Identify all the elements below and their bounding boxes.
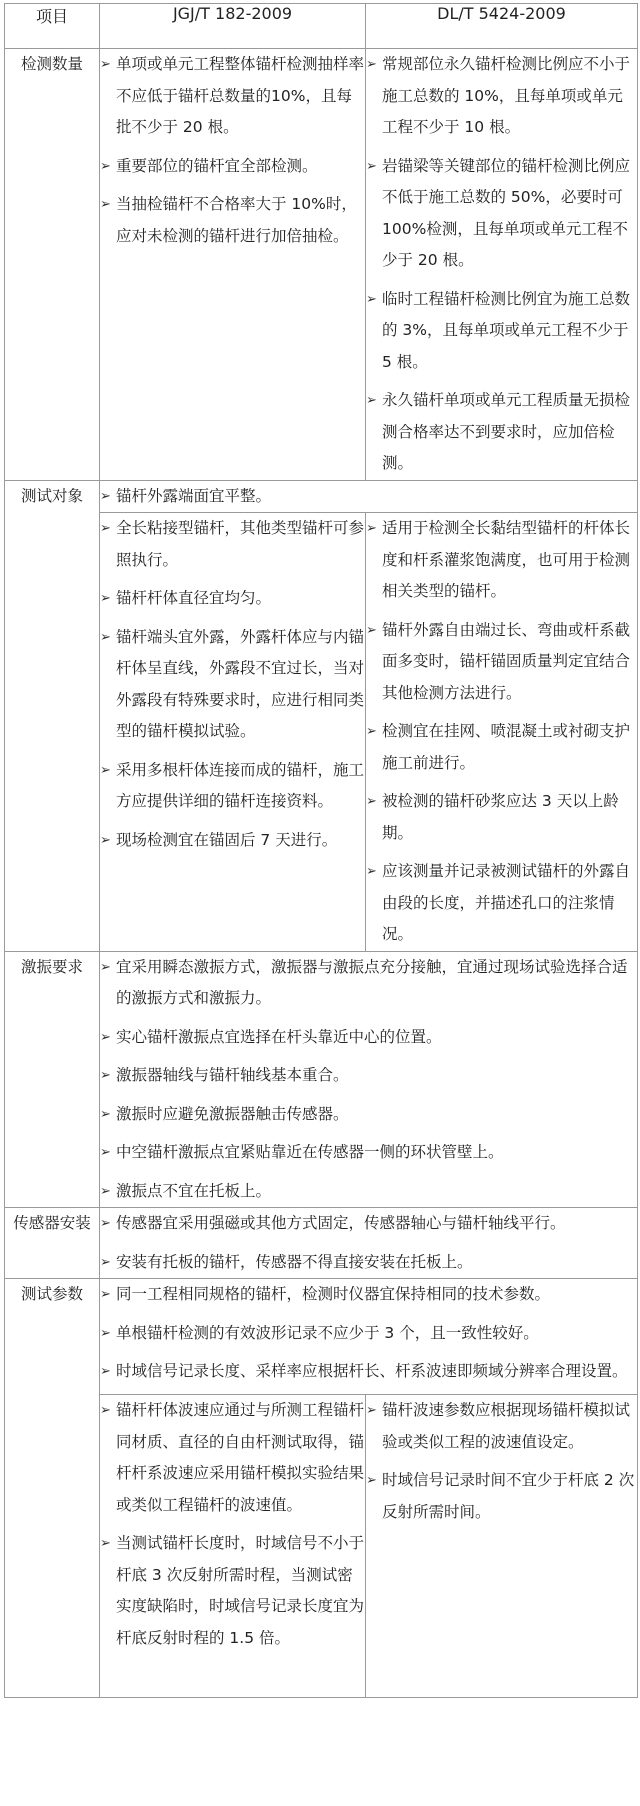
arrow-bullet-icon: ➢ — [100, 1145, 111, 1160]
item-text: 激振时应避免激振器触击传感器。 — [116, 1104, 349, 1123]
list-item — [100, 1356, 637, 1388]
list-item — [366, 1395, 637, 1458]
arrow-bullet-icon: ➢ — [366, 724, 377, 739]
arrow-bullet-icon: ➢ — [366, 291, 377, 307]
item-text: 激振器轴线与锚杆轴线基本重合。 — [116, 1066, 349, 1084]
item-text: 重要部位的锚杆宜全部检测。 — [116, 156, 318, 175]
arrow-bullet-icon: ➢ — [366, 1473, 377, 1488]
list-item — [100, 1279, 637, 1311]
list-item — [366, 513, 637, 608]
arrow-bullet-icon: ➢ — [100, 1536, 111, 1551]
list-item — [100, 513, 365, 576]
item-text: 单根锚杆检测的有效波形记录不应少于 3 个，且一致性较好。 — [116, 1323, 539, 1342]
arrow-bullet-icon: ➢ — [100, 1325, 111, 1341]
list-item — [100, 622, 365, 748]
jgj-cell — [100, 49, 366, 481]
arrow-bullet-icon: ➢ — [100, 1403, 111, 1418]
category-cell: 传感器安装 — [5, 1208, 100, 1279]
item-text: 宜采用瞬态激振方式，激振器与激振点充分接触，宜通过现场试验选择合适的激振方式和激振力。 — [116, 957, 628, 1007]
shared-cell — [100, 1279, 638, 1395]
item-text: 检测宜在挂网、喷混凝土或衬砌支护施工前进行。 — [382, 722, 631, 772]
header-item: 项目 — [5, 4, 100, 49]
arrow-bullet-icon: ➢ — [100, 1068, 111, 1083]
item-text: 锚杆杆体直径宜均匀。 — [116, 589, 272, 607]
list-item — [100, 1099, 637, 1131]
arrow-bullet-icon: ➢ — [100, 832, 111, 848]
arrow-bullet-icon: ➢ — [100, 1254, 111, 1270]
list-item — [366, 716, 637, 779]
list-item — [366, 385, 637, 480]
item-text: 锚杆外露端面宜平整。 — [116, 486, 272, 505]
shared-list — [100, 952, 637, 1208]
list-item — [100, 1395, 365, 1521]
shared-list — [100, 1208, 637, 1278]
item-text: 常规部位永久锚杆检测比例应不小于施工总数的 10%，且每单项或单元工程不少于 10 根。 — [382, 55, 631, 136]
category-cell: 测试对象 — [5, 480, 100, 951]
arrow-bullet-icon: ➢ — [366, 57, 377, 72]
dl-list — [366, 49, 637, 480]
item-text: 锚杆波速参数应根据现场锚杆模拟试验或类似工程的波速值设定。 — [382, 1401, 631, 1451]
row-test-object-split — [5, 513, 638, 952]
list-item — [100, 481, 637, 513]
arrow-bullet-icon: ➢ — [100, 1287, 111, 1302]
shared-cell — [100, 480, 638, 513]
header-jgj: JGJ/T 182-2009 — [100, 4, 366, 49]
list-item — [100, 1022, 637, 1054]
list-item — [100, 952, 637, 1015]
arrow-bullet-icon: ➢ — [100, 762, 111, 778]
category-cell: 激振要求 — [5, 951, 100, 1208]
list-item — [100, 755, 365, 818]
arrow-bullet-icon: ➢ — [100, 1106, 111, 1122]
list-item — [100, 151, 365, 183]
item-text: 锚杆端头宜外露，外露杆体应与内锚杆体呈直线，外露段不宜过长，当对外露段有特殊要求时，应进行相同类型的锚杆模拟试验。 — [116, 627, 365, 740]
row-test-params-shared — [5, 1279, 638, 1395]
item-text: 时域信号记录时间不宜少于杆底 2 次反射所需时间。 — [382, 1471, 635, 1521]
shared-cell — [100, 1208, 638, 1279]
list-item — [100, 1060, 637, 1092]
row-excitation — [5, 951, 638, 1208]
list-item — [366, 856, 637, 951]
arrow-bullet-icon: ➢ — [366, 864, 377, 879]
arrow-bullet-icon: ➢ — [366, 521, 377, 536]
item-text: 临时工程锚杆检测比例宜为施工总数的 3%，且每单项或单元工程不少于 5 根。 — [382, 289, 631, 371]
item-text: 中空锚杆激振点宜紧贴靠近在传感器一侧的环状管壁上。 — [116, 1143, 504, 1161]
item-text: 当抽检锚杆不合格率大于 10%时，应对未检测的锚杆进行加倍抽检。 — [116, 195, 357, 245]
category-cell: 测试参数 — [5, 1279, 100, 1698]
dl-cell — [366, 49, 638, 481]
item-text: 采用多根杆体连接而成的锚杆，施工方应提供详细的锚杆连接资料。 — [116, 760, 365, 810]
arrow-bullet-icon: ➢ — [100, 521, 111, 536]
list-item — [366, 151, 637, 277]
dl-list — [366, 1395, 637, 1528]
list-item — [100, 1528, 365, 1654]
jgj-cell — [100, 513, 366, 952]
arrow-bullet-icon: ➢ — [100, 488, 111, 504]
list-item — [366, 284, 637, 379]
item-text: 现场检测宜在锚固后 7 天进行。 — [116, 830, 338, 849]
jgj-cell — [100, 1395, 366, 1698]
item-text: 时域信号记录长度、采样率应根据杆长、杆系波速即频域分辨率合理设置。 — [116, 1362, 628, 1380]
arrow-bullet-icon: ➢ — [366, 393, 377, 408]
arrow-bullet-icon: ➢ — [100, 1183, 111, 1199]
list-item — [366, 786, 637, 849]
item-text: 当测试锚杆长度时，时域信号不小于杆底 3 次反射所需时程，当测试密实度缺陷时，时域信号记录长度宜为杆底反射时程的 1.5 倍。 — [116, 1534, 365, 1647]
row-sensor-install — [5, 1208, 638, 1279]
shared-list — [100, 1279, 637, 1388]
arrow-bullet-icon: ➢ — [100, 197, 111, 212]
shared-list — [100, 481, 637, 513]
jgj-list — [100, 1395, 365, 1654]
dl-cell — [366, 1395, 638, 1698]
shared-cell — [100, 951, 638, 1208]
jgj-list — [100, 49, 365, 252]
list-item — [100, 1247, 637, 1279]
list-item — [366, 615, 637, 710]
row-inspection-quantity — [5, 49, 638, 481]
dl-list — [366, 513, 637, 951]
item-text: 应该测量并记录被测试锚杆的外露自由段的长度，并描述孔口的注浆情况。 — [382, 862, 631, 943]
list-item — [100, 583, 365, 615]
arrow-bullet-icon: ➢ — [100, 57, 111, 72]
item-text: 全长粘接型锚杆，其他类型锚杆可参照执行。 — [116, 519, 365, 569]
list-item — [100, 825, 365, 857]
list-item — [100, 1208, 637, 1240]
header-row — [5, 4, 638, 49]
arrow-bullet-icon: ➢ — [100, 591, 111, 606]
comparison-table — [4, 3, 638, 1698]
list-item — [100, 1318, 637, 1350]
item-text: 适用于检测全长黏结型锚杆的杆体长度和杆系灌浆饱满度，也可用于检测相关类型的锚杆。 — [382, 519, 631, 600]
item-text: 永久锚杆单项或单元工程质量无损检测合格率达不到要求时，应加倍检测。 — [382, 391, 631, 472]
item-text: 实心锚杆激振点宜选择在杆头靠近中心的位置。 — [116, 1027, 442, 1046]
list-item — [366, 49, 637, 144]
item-text: 岩锚梁等关键部位的锚杆检测比例应不低于施工总数的 50%，必要时可 100%检测，且每单项或单元工程不少于 20 根。 — [382, 156, 631, 269]
arrow-bullet-icon: ➢ — [100, 959, 111, 975]
arrow-bullet-icon: ➢ — [100, 158, 111, 174]
jgj-list — [100, 513, 365, 856]
item-text: 激振点不宜在托板上。 — [116, 1181, 272, 1200]
header-dl: DL/T 5424-2009 — [366, 4, 638, 49]
arrow-bullet-icon: ➢ — [366, 1403, 377, 1418]
arrow-bullet-icon: ➢ — [100, 1364, 111, 1379]
dl-cell — [366, 513, 638, 952]
item-text: 锚杆杆体波速应通过与所测工程锚杆同材质、直径的自由杆测试取得，锚杆杆系波速应采用锚杆模拟实验结果或类似工程锚杆的波速值。 — [116, 1401, 365, 1514]
arrow-bullet-icon: ➢ — [366, 794, 377, 809]
item-text: 安装有托板的锚杆，传感器不得直接安装在托板上。 — [116, 1252, 473, 1271]
list-item — [100, 189, 365, 252]
item-text: 传感器宜采用强磁或其他方式固定，传感器轴心与锚杆轴线平行。 — [116, 1214, 566, 1232]
arrow-bullet-icon: ➢ — [366, 622, 377, 638]
item-text: 被检测的锚杆砂浆应达 3 天以上龄期。 — [382, 792, 619, 842]
list-item — [100, 1176, 637, 1208]
arrow-bullet-icon: ➢ — [100, 1216, 111, 1231]
arrow-bullet-icon: ➢ — [366, 158, 377, 174]
item-text: 同一工程相同规格的锚杆，检测时仪器宜保持相同的技术参数。 — [116, 1285, 551, 1303]
item-text: 单项或单元工程整体锚杆检测抽样率不应低于锚杆总数量的10%，且每批不少于 20 根。 — [116, 55, 365, 136]
arrow-bullet-icon: ➢ — [100, 1029, 111, 1045]
row-test-params-split — [5, 1395, 638, 1698]
row-test-object-shared — [5, 480, 638, 513]
list-item — [366, 1465, 637, 1528]
category-cell: 检测数量 — [5, 49, 100, 481]
arrow-bullet-icon: ➢ — [100, 629, 111, 645]
list-item — [100, 49, 365, 144]
item-text: 锚杆外露自由端过长、弯曲或杆系截面多变时，锚杆锚固质量判定宜结合其他检测方法进行。 — [382, 620, 631, 702]
list-item — [100, 1137, 637, 1169]
